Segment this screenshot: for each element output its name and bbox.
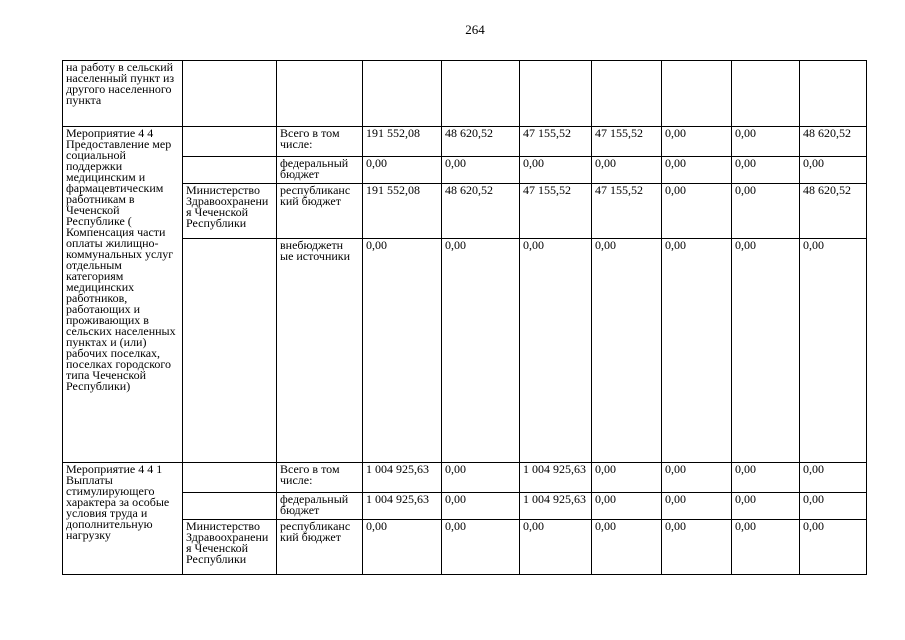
value-cell: 1 004 925,63	[520, 493, 592, 520]
value-cell: 0,00	[662, 463, 732, 493]
funding-source-cell: Всего в том числе:	[277, 463, 363, 493]
value-cell: 0,00	[662, 493, 732, 520]
value-cell: 0,00	[592, 157, 662, 184]
value-cell: 191 552,08	[363, 127, 442, 157]
value-cell: 0,00	[800, 493, 867, 520]
value-cell: 0,00	[800, 239, 867, 463]
table-row	[63, 520, 867, 575]
organization-cell	[183, 127, 277, 157]
value-cell: 0,00	[442, 239, 520, 463]
value-cell: 0,00	[732, 463, 800, 493]
organization-cell	[183, 61, 277, 127]
value-cell: 0,00	[662, 127, 732, 157]
value-cell: 0,00	[520, 239, 592, 463]
value-cell: 191 552,08	[363, 184, 442, 239]
value-cell: 0,00	[732, 520, 800, 575]
value-cell	[442, 61, 520, 127]
organization-cell	[183, 157, 277, 184]
value-cell: 0,00	[520, 157, 592, 184]
value-cell: 0,00	[442, 493, 520, 520]
table-row	[63, 493, 867, 520]
value-cell: 0,00	[442, 520, 520, 575]
value-cell: 0,00	[592, 520, 662, 575]
budget-table	[62, 60, 867, 575]
funding-source-cell: федеральный бюджет	[277, 493, 363, 520]
table-row	[63, 184, 867, 239]
funding-source-cell: республиканс кий бюджет	[277, 184, 363, 239]
table-row	[63, 463, 867, 493]
page-number: 264	[465, 22, 485, 37]
value-cell: 0,00	[442, 463, 520, 493]
value-cell: 0,00	[363, 520, 442, 575]
value-cell: 0,00	[662, 239, 732, 463]
activity-name-cell: Мероприятие 4 4 Предоставление мер социальной поддержки медицинским и фармацевтическим работникам в Чеченской Республике ( Компенсация части оплаты жилищно-коммунальных услуг отдельным категориям медицинских работников, работающих и проживающих в сельских населенных пунктах и (или) рабочих поселках, поселках городского типа Чеченской Республики)	[63, 127, 183, 463]
value-cell: 1 004 925,63	[363, 463, 442, 493]
value-cell: 0,00	[732, 127, 800, 157]
table-row	[63, 239, 867, 463]
value-cell: 0,00	[592, 493, 662, 520]
organization-cell	[183, 239, 277, 463]
table-row	[63, 127, 867, 157]
funding-source-cell: республиканс кий бюджет	[277, 520, 363, 575]
value-cell: 1 004 925,63	[363, 493, 442, 520]
activity-name-cell: Мероприятие 4 4 1 Выплаты стимулирующего характера за особые условия труда и дополнительную нагрузку	[63, 463, 183, 575]
value-cell: 0,00	[732, 493, 800, 520]
value-cell: 47 155,52	[520, 127, 592, 157]
table-row	[63, 157, 867, 184]
value-cell: 48 620,52	[800, 184, 867, 239]
funding-source-cell: федеральный бюджет	[277, 157, 363, 184]
value-cell: 47 155,52	[520, 184, 592, 239]
value-cell	[662, 61, 732, 127]
organization-cell: Министерство Здравоохранени я Чеченской Республики	[183, 184, 277, 239]
value-cell	[363, 61, 442, 127]
value-cell: 47 155,52	[592, 127, 662, 157]
value-cell: 0,00	[800, 520, 867, 575]
value-cell: 0,00	[363, 239, 442, 463]
value-cell: 0,00	[732, 157, 800, 184]
value-cell: 48 620,52	[442, 127, 520, 157]
funding-source-cell: Всего в том числе:	[277, 127, 363, 157]
value-cell	[520, 61, 592, 127]
value-cell: 0,00	[662, 520, 732, 575]
organization-cell: Министерство Здравоохранени я Чеченской Республики	[183, 520, 277, 575]
value-cell: 0,00	[592, 463, 662, 493]
value-cell: 0,00	[800, 463, 867, 493]
value-cell	[800, 61, 867, 127]
value-cell: 48 620,52	[800, 127, 867, 157]
organization-cell	[183, 493, 277, 520]
value-cell	[732, 61, 800, 127]
funding-source-cell: внебюджетн ые источники	[277, 239, 363, 463]
funding-source-cell	[277, 61, 363, 127]
activity-name-cell: на работу в сельский населенный пункт из другого населенного пункта	[63, 61, 183, 127]
organization-cell	[183, 463, 277, 493]
value-cell: 0,00	[363, 157, 442, 184]
value-cell: 1 004 925,63	[520, 463, 592, 493]
value-cell: 0,00	[592, 239, 662, 463]
value-cell: 0,00	[800, 157, 867, 184]
value-cell	[592, 61, 662, 127]
value-cell: 0,00	[520, 520, 592, 575]
value-cell: 48 620,52	[442, 184, 520, 239]
value-cell: 0,00	[442, 157, 520, 184]
table-row	[63, 61, 867, 127]
value-cell: 47 155,52	[592, 184, 662, 239]
value-cell: 0,00	[732, 239, 800, 463]
value-cell: 0,00	[662, 184, 732, 239]
value-cell: 0,00	[662, 157, 732, 184]
value-cell: 0,00	[732, 184, 800, 239]
